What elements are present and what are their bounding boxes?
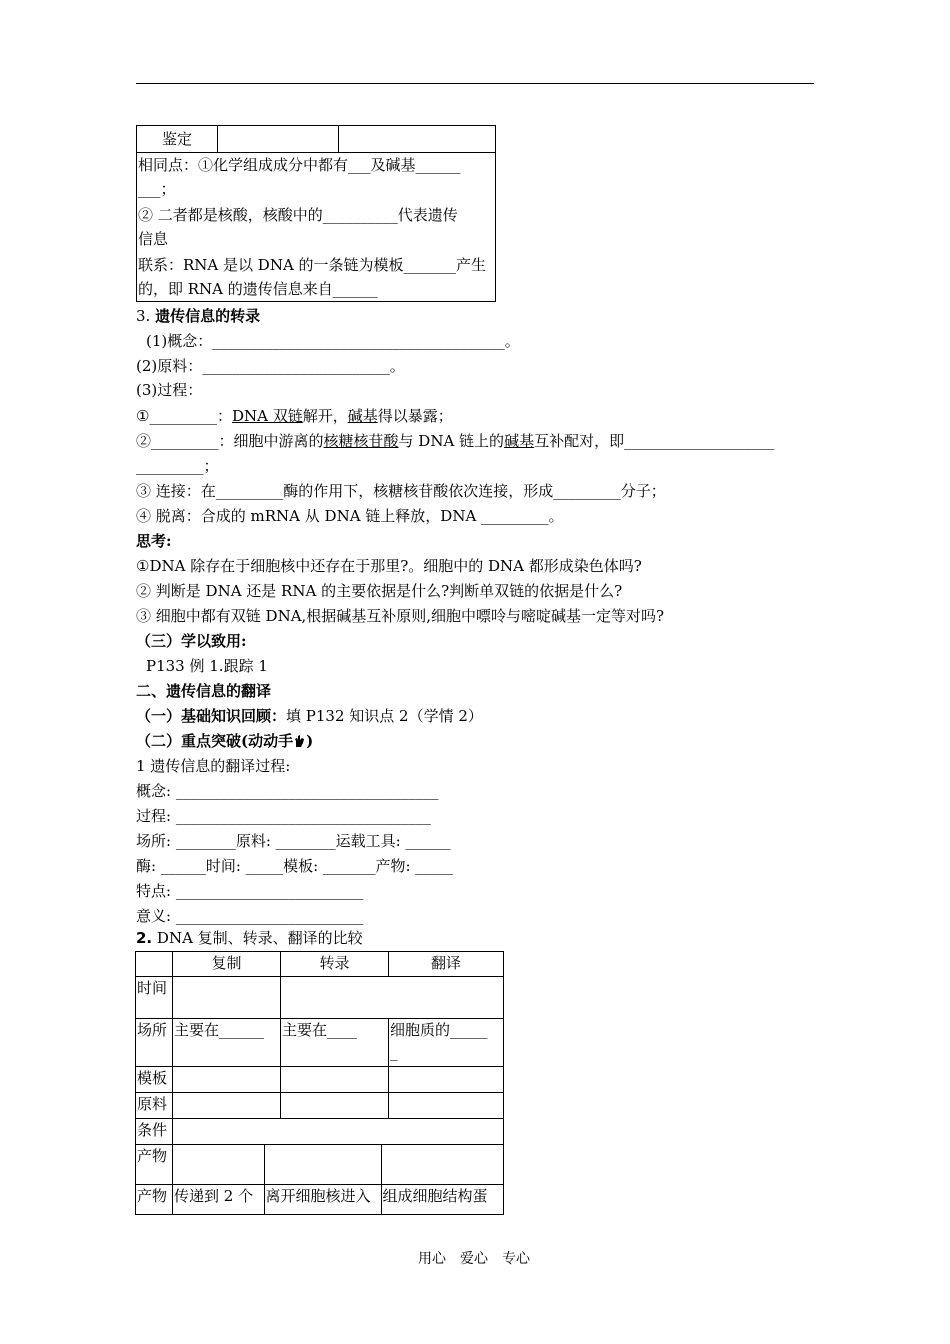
table-cell	[389, 1067, 504, 1093]
review-label: （一）基础知识回顾：	[136, 707, 287, 725]
page-footer: 用心 爱心 专心	[418, 1251, 530, 1267]
underlined-term: 核糖核苷酸	[323, 432, 399, 450]
table-cell	[281, 1093, 389, 1119]
row-label-material: 原料	[136, 1093, 173, 1119]
table-cell-group	[173, 1185, 504, 1215]
table-text-line: 相同点：①化学组成成分中都有___及碱基______	[138, 156, 461, 174]
table-cell: 主要在____	[281, 1019, 389, 1067]
step-text: 与 DNA 链上的	[398, 432, 505, 450]
table-text-line: 联系：RNA 是以 DNA 的一条链为模板_______产生	[138, 256, 487, 274]
section-number: 3.	[136, 307, 151, 325]
table-cell-identify: 鉴定	[137, 126, 218, 152]
cell-text: _	[390, 1043, 398, 1061]
underlined-term: 碱基	[347, 407, 378, 425]
transcription-concept: (1)概念：_______________________________________。	[146, 332, 520, 350]
thinking-question-3: ③ 细胞中都有双链 DNA,根据碱基互补原则,细胞中嘌呤与嘧啶碱基一定等对吗?	[136, 607, 665, 625]
translation-meaning: 意义: _________________________	[136, 907, 364, 925]
translation-process: 过程: __________________________________	[136, 807, 431, 825]
step-text: ②_________：细胞中游离的	[136, 432, 324, 450]
table-text-line: ② 二者都是核酸，核酸中的__________代表遗传	[138, 206, 458, 224]
table-cell	[381, 1145, 503, 1184]
step-text: ①_________：	[136, 407, 232, 425]
table-cell: 主要在______	[173, 1019, 281, 1067]
translation-subtitle: 1 遗传信息的翻译过程:	[136, 757, 291, 775]
underlined-term: 碱基	[504, 432, 535, 450]
step-connect: ③ 连接：在_________酶的作用下，核糖核苷酸依次连接，形成_________分子；	[136, 482, 666, 500]
translation-place: 场所: ________原料: ________运载工具: ______	[136, 832, 451, 850]
section-title: 遗传信息的转录	[155, 307, 261, 325]
translation-feature: 特点: _________________________	[136, 882, 364, 900]
table-header-cell: 复制	[173, 952, 281, 977]
key-breakthrough	[136, 731, 313, 751]
table-header-row	[136, 952, 504, 977]
thinking-title: 思考:	[136, 532, 172, 550]
table-cell	[281, 1067, 389, 1093]
row-label-place: 场所	[136, 1019, 173, 1067]
row-label-product: 产物	[136, 1145, 173, 1185]
underlined-term: DNA 双链	[231, 407, 303, 425]
section-heading-transcription	[136, 306, 260, 326]
basic-review	[136, 706, 483, 726]
cell-text: 细胞质的_____	[390, 1021, 488, 1039]
thinking-question-1: ①DNA 除存在于细胞核中还存在于那里?。细胞中的 DNA 都形成染色体吗?	[136, 557, 642, 575]
comparison-text: DNA 复制、转录、翻译的比较	[156, 929, 363, 947]
table-header-row	[137, 126, 495, 153]
section-heading-translation: 二、遗传信息的翻译	[136, 682, 272, 700]
table-cell	[173, 1067, 281, 1093]
table-cell: 组成细胞结构蛋	[382, 1187, 488, 1205]
hand-icon	[293, 732, 306, 750]
table-cell	[281, 977, 504, 1019]
comparison-number: 2.	[136, 929, 153, 947]
step-unwind	[136, 406, 453, 426]
apply-title: （三）学以致用:	[136, 632, 247, 650]
table-cell	[173, 1119, 504, 1145]
table-text-line: 的，即 RNA 的遗传信息来自______	[138, 280, 378, 298]
table-cell	[389, 1093, 504, 1119]
table-cell	[264, 1145, 381, 1184]
product-subtable	[173, 1185, 503, 1214]
transcription-material: (2)原料：_________________________。	[136, 357, 405, 375]
thinking-question-2: ② 判断是 DNA 还是 RNA 的主要依据是什么?判断单双链的依据是什么?	[136, 582, 623, 600]
row-label-product-2: 产物	[136, 1185, 173, 1215]
header-rule	[136, 83, 814, 84]
key-label: （二）重点突破(动动手	[136, 732, 294, 750]
apply-text: P133 例 1.跟踪 1	[146, 657, 268, 675]
table-row	[136, 1093, 504, 1119]
table-cell	[173, 1093, 281, 1119]
translation-concept: 概念: ___________________________________	[136, 782, 439, 800]
table-header-cell	[136, 952, 173, 977]
transcription-process: (3)过程：	[136, 381, 203, 399]
comparison-table-dna-rna	[136, 125, 496, 302]
table-text-line: ___；	[138, 180, 176, 198]
row-label-template: 模板	[136, 1067, 173, 1093]
product-subtable	[173, 1145, 503, 1184]
table-row	[136, 1119, 504, 1145]
comparison-title	[136, 928, 363, 948]
step-detach: ④ 脱离：合成的 mRNA 从 DNA 链上释放，DNA _________。	[136, 507, 564, 525]
step-pairing-continued: _________；	[136, 457, 219, 475]
table-text-line: 信息	[138, 230, 169, 248]
table-row	[136, 977, 504, 1019]
key-label-end: )	[306, 732, 314, 750]
table-cell: 传递到 2 个	[173, 1185, 264, 1214]
row-label-time: 时间	[136, 977, 173, 1019]
step-pairing	[136, 431, 774, 451]
table-row	[136, 1067, 504, 1093]
review-text: 填 P132 知识点 2（学情 2）	[286, 707, 483, 725]
step-text: 互补配对，即____________________	[534, 432, 775, 450]
table-cell	[389, 1019, 504, 1067]
step-text: 得以暴露；	[377, 407, 453, 425]
table-header-cell: 转录	[281, 952, 389, 977]
table-cell	[173, 977, 281, 1019]
row-label-condition: 条件	[136, 1119, 173, 1145]
table-header-cell: 翻译	[389, 952, 504, 977]
step-text: 解开，	[302, 407, 348, 425]
table-row	[136, 1019, 504, 1067]
table-cell-group	[173, 1145, 504, 1185]
table-row	[136, 1185, 504, 1215]
table-cell-empty	[217, 126, 339, 152]
translation-enzyme: 酶: ______时间: _____模板: _______产物: _____	[136, 857, 453, 875]
comparison-table	[135, 951, 504, 1215]
table-cell: 离开细胞核进入	[264, 1185, 381, 1214]
table-row	[136, 1145, 504, 1185]
table-cell	[173, 1145, 264, 1184]
